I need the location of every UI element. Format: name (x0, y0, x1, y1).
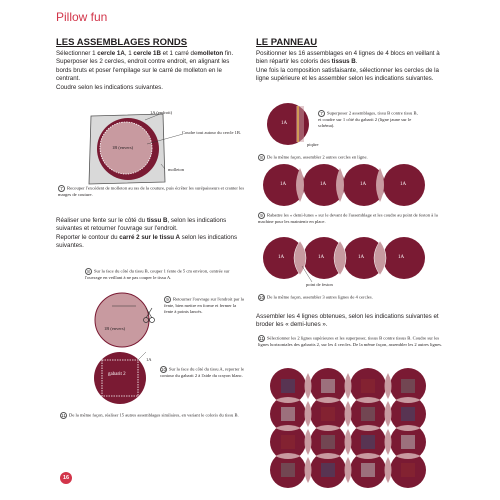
row2-c2: 1A (318, 255, 325, 260)
label-1a-endroit: 1A (endroit) (150, 110, 173, 115)
panel-square (401, 435, 415, 449)
label-1b-envers: 1B (envers) (112, 145, 134, 150)
step-8-left: 8 Sur la face du côté du tissu B, couper 1 fente de 5 cm environ, centrée sur l'ouvrage en veillant à ne pas couper le tissu A. (85, 268, 230, 280)
section-heading-panneau: LE PANNEAU (256, 37, 318, 48)
label-gabarit-2: gabarit 2 (108, 372, 126, 377)
figure-circle-on-molleton (85, 112, 205, 187)
panel-square (361, 407, 375, 421)
left-intro: Sélectionner 1 cercle 1A, 1 cercle 1B et 1 carré demolleton fin. Superposer les 2 cercles, endroit contre endroit, en alignant les bords bruts et poser l'empilage sur le carré de molleton en le centrant. Coudre selon les indications suivantes. (56, 50, 234, 91)
panel-square (281, 435, 295, 449)
panel-square (321, 463, 335, 477)
step-7-right: 7 Superposer 2 assemblages, tissu B contre tissu B, et coudre sur 1 côté du gabarit 2 (ligne jaune sur le schéma). (318, 110, 418, 128)
figure-panel-grid (268, 372, 438, 492)
figure-row-of-circles (262, 163, 442, 207)
left-para-2: Réaliser une fente sur le côté du tissu B, selon les indications suivantes et retourner l'ouvrage sur l'endroit. Reporter le contour du carré 2 sur le tissu A selon les indications suivantes. (56, 217, 238, 250)
page-number: 16 (60, 472, 72, 484)
row1-c1: 1A (280, 182, 287, 187)
step-9-right: 9 Rabattre les « demi-lunes » sur le devant de l'assemblage et les coudre au point de feston à la machine pour les maintenir en place. (258, 212, 438, 224)
panel-square (321, 379, 335, 393)
panel-square (361, 379, 375, 393)
label-coudre: Coudre tout autour du cercle 1B. (182, 130, 241, 135)
page-title: Pillow fun (56, 10, 108, 24)
right-column (256, 37, 446, 84)
label-1a-small: 1A (146, 357, 152, 362)
step-10-right: 10 De la même façon, assembler 3 autres lignes de 4 cercles. (259, 294, 373, 300)
label-point-de-feston: point de feston (306, 282, 333, 287)
step-11-left: 11 De la même façon, réaliser 15 autres assemblages similaires, en variant le coloris du tissu B. (61, 412, 239, 418)
row2-c3: 1A (358, 255, 365, 260)
panel-square (321, 407, 335, 421)
demi-lune-vertical (385, 429, 392, 455)
label-1b-envers-small: 1B (envers) (104, 326, 126, 331)
circle-label-1a: 1A (281, 121, 288, 126)
panel-square (281, 407, 295, 421)
demi-lune-vertical (385, 401, 392, 427)
demi-lune-vertical (345, 457, 352, 483)
figure-row-demi-lunes (262, 236, 442, 280)
right-para-2: Assembler les 4 lignes obtenues, selon les indications suivantes et broder les « demi-lunes ». (256, 313, 439, 329)
demi-lune-vertical (305, 401, 312, 427)
label-piqure: piqûre (307, 142, 319, 147)
panel-square (401, 407, 415, 421)
demi-lune-vertical (385, 373, 392, 399)
panel-square (361, 463, 375, 477)
demi-lune-vertical (305, 373, 312, 399)
demi-lune-vertical (385, 457, 392, 483)
step-8-right: 8 De la même façon, assembler 2 autres cercles en ligne. (258, 154, 448, 161)
panel-square (401, 379, 415, 393)
label-molleton: molleton (168, 167, 184, 172)
right-intro: Positionner les 16 assemblages en 4 lignes de 4 blocs en veillant à bien répartir les coloris des tissus B. Une fois la composition satisfaisante, sélectionner les cercles de la ligne supérieure et les assembler selon les indications suivantes. (256, 50, 440, 83)
row1-c4: 1A (400, 182, 407, 187)
row1-c2: 1A (320, 182, 327, 187)
step-10-left: 10 Sur la face du côté du tissu A, reporter le contour du gabarit 2 à l'aide du crayon blanc. (160, 366, 245, 378)
demi-lune-vertical (305, 457, 312, 483)
row1-c3: 1A (360, 182, 367, 187)
demi-lune-vertical (305, 429, 312, 455)
panel-square (401, 463, 415, 477)
row2-c1: 1A (278, 255, 285, 260)
step-9-left: 9 Retourner l'ouvrage sur l'endroit par la fente, bien mettre en forme et fermer la fente à points lancés. (164, 296, 244, 314)
panel-square (281, 379, 295, 393)
figure-slit-circle (90, 292, 160, 352)
step-11-right: 11 Sélectionner les 2 lignes supérieures et les superposer, tissus B contre tissus B. Coudre sur les lignes horizontales des gabarits 2, sur les 4 cercles. De la même façon, assembler les 2 autres lignes. (258, 335, 443, 347)
panel-square (281, 463, 295, 477)
demi-lune-vertical (345, 401, 352, 427)
panel-square (321, 435, 335, 449)
demi-lune-vertical (345, 373, 352, 399)
step-7-left: 7 Recouper l'excédent de molleton au ras de la couture, puis écrêter les surépaisseurs et cranter les marges de couture. (58, 185, 245, 197)
demi-lune-vertical (345, 429, 352, 455)
row2-c4: 1A (398, 255, 405, 260)
section-heading-assemblages: LES ASSEMBLAGES RONDS (56, 37, 188, 48)
left-column (56, 37, 246, 92)
panel-square (361, 435, 375, 449)
